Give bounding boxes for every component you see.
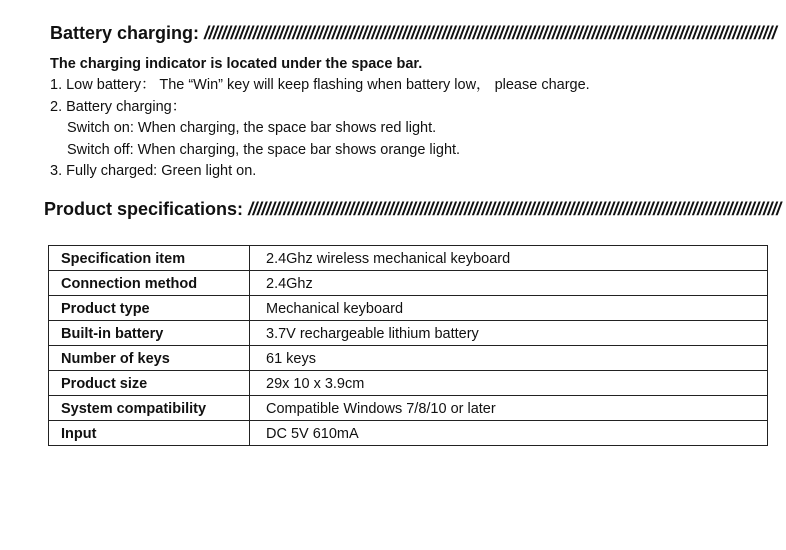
spec-value: 61 keys (250, 346, 768, 371)
spec-value: 2.4Ghz (250, 271, 768, 296)
table-row (49, 396, 768, 421)
switch-on-item: Switch on: When charging, the space bar shows red light. (67, 120, 437, 136)
battery-charging-item: 2. Battery charging： (50, 99, 187, 115)
spec-value: 2.4Ghz wireless mechanical keyboard (250, 246, 768, 271)
charging-indicator-note: The charging indicator is located under the space bar. (50, 56, 423, 72)
spec-value: Mechanical keyboard (250, 296, 768, 321)
spec-label: Specification item (49, 246, 250, 271)
spec-value: Compatible Windows 7/8/10 or later (250, 396, 768, 421)
spec-value: 3.7V rechargeable lithium battery (250, 321, 768, 346)
table-row (49, 246, 768, 271)
specs-heading-rule: ///////////////////////////////////////////////////////////////////////////////////////////////////////////////////////// (248, 199, 781, 219)
table-row (49, 371, 768, 396)
spec-label: Built-in battery (49, 321, 250, 346)
spec-label: System compatibility (49, 396, 250, 421)
spec-label: Product size (49, 371, 250, 396)
table-row (49, 271, 768, 296)
table-row (49, 296, 768, 321)
table-row (49, 346, 768, 371)
spec-label: Product type (49, 296, 250, 321)
spec-value: 29x 10 x 3.9cm (250, 371, 768, 396)
low-battery-item: 1. Low battery： The “Win” key will keep flashing when battery low， please charge. (50, 77, 590, 93)
spec-label: Number of keys (49, 346, 250, 371)
switch-off-item: Switch off: When charging, the space bar shows orange light. (67, 142, 461, 158)
battery-charging-heading (50, 22, 776, 44)
spec-label: Connection method (49, 271, 250, 296)
table-row (49, 421, 768, 446)
product-specifications-title: Product specifications: (44, 199, 244, 219)
fully-charged-item: 3. Fully charged: Green light on. (50, 163, 257, 179)
spec-value: DC 5V 610mA (250, 421, 768, 446)
battery-charging-title: Battery charging: (50, 23, 200, 43)
battery-heading-rule: ////////////////////////////////////////////////////////////////////////////////////////////////////////////////////////////////// (204, 23, 777, 43)
specifications-table (48, 245, 768, 446)
table-row (49, 321, 768, 346)
product-specifications-heading (44, 198, 781, 220)
spec-label: Input (49, 421, 250, 446)
